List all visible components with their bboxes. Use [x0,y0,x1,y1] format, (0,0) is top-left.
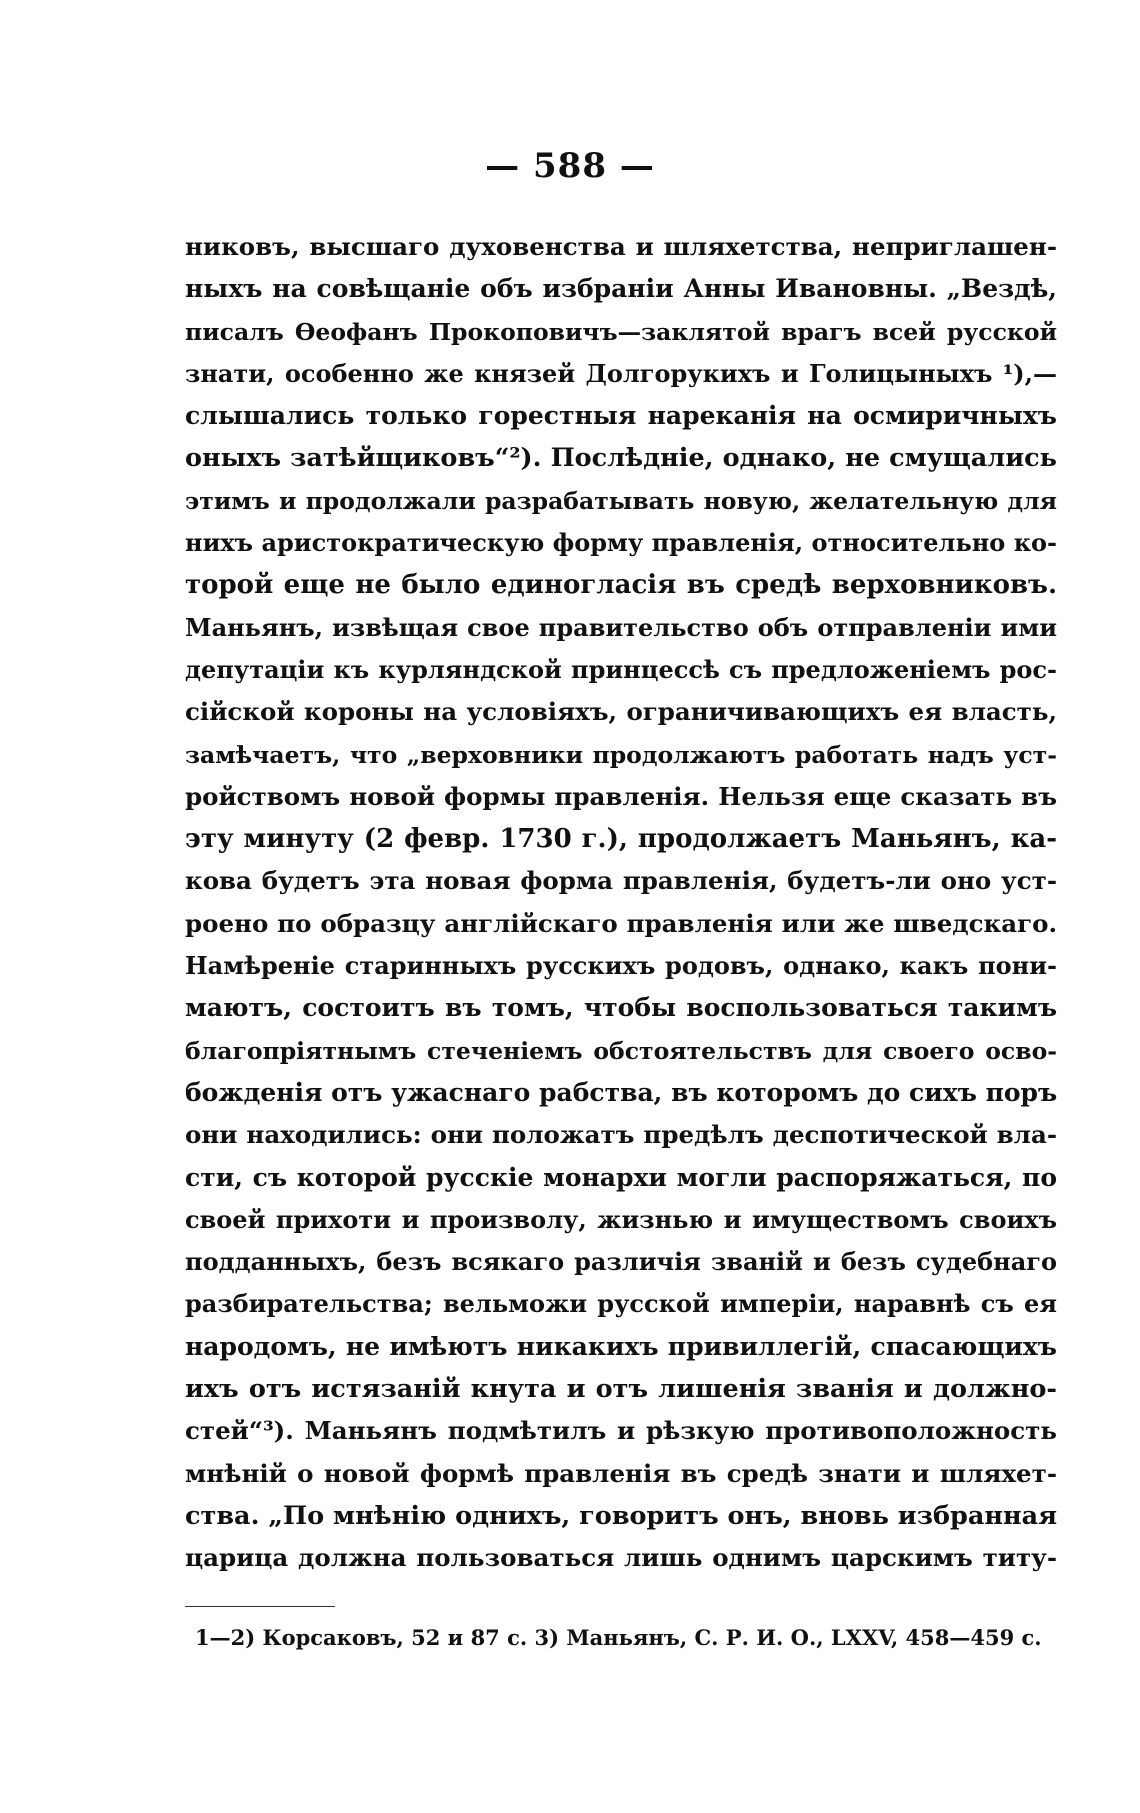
text-line: божденія отъ ужаснаго рабства, въ которомъ до сихъ поръ [185,1077,1058,1107]
text-line: знати, особенно же князей Долгорукихъ и Голицыныхъ ¹),— [185,358,1057,388]
text-line: ныхъ на совѣщаніе объ избраніи Анны Ивановны. „Вездѣ, [185,274,1057,304]
text-line: этимъ и продолжали разрабатывать новую, желательную для [185,486,1057,515]
text-line: подданныхъ, безъ всякаго различія званій и безъ судебнаго [185,1247,1057,1277]
page-number: — 588 — [485,146,655,186]
text-line: сти, съ которой русскіе монархи могли распоряжаться, по [185,1162,1057,1192]
text-line: народомъ, не имѣютъ никакихъ привиллегій, спасающихъ [185,1331,1057,1361]
text-line: замѣчаетъ, что „верховники продолжаютъ работать надъ уст- [185,740,1057,769]
text-line: депутаціи къ курляндской принцессѣ съ предложеніемъ рос- [185,654,1057,684]
text-line: кова будетъ эта новая форма правленія, будетъ-ли оно уст- [185,866,1057,896]
text-line: Маньянъ, извѣщая свое правительство объ отправленіи ими [185,612,1057,642]
text-line: нихъ аристократическую форму правленія, относительно ко- [185,528,1057,558]
text-line: благопріятнымъ стеченіемъ обстоятельствъ для своего осво- [185,1036,1057,1065]
text-line: эту минуту (2 февр. 1730 г.), продолжаетъ Маньянъ, ка- [185,824,1057,855]
text-line: сійской короны на условіяхъ, ограничивающихъ ея власть, [185,697,1057,727]
body-text [185,226,1057,1580]
footnote: 1—2) Корсаковъ, 52 и 87 с. 3) Маньянъ, С. Р. И. О., LXXV, 458—459 с. [195,1625,1042,1650]
text-line: ройствомъ новой формы правленія. Нельзя еще сказать въ [185,781,1057,811]
text-line: разбирательства; вельможи русской имперіи, наравнѣ съ ея [185,1289,1057,1319]
text-line: царица должна пользоваться лишь однимъ царскимъ титу- [185,1543,1057,1573]
text-line: никовъ, высшаго духовенства и шляхетства, неприглашен- [185,232,1057,261]
text-line: писалъ Ѳеофанъ Прокоповичъ—заклятой врагъ всей русской [185,317,1057,346]
text-line: маютъ, состоитъ въ томъ, чтобы воспользоваться такимъ [185,993,1057,1023]
text-line: мнѣній о новой формѣ правленія въ средѣ знати и шляхет- [185,1458,1057,1488]
text-line: роено по образцу англійскаго правленія или же шведскаго. [185,908,1057,938]
footnote-divider [185,1606,335,1607]
text-line: торой еще не было единогласія въ средѣ верховниковъ. [185,570,1057,601]
text-line: стей“³). Маньянъ подмѣтилъ и рѣзкую противоположность [185,1416,1057,1446]
text-line: ихъ отъ истязаній кнута и отъ лишенія званія и должно- [185,1374,1057,1405]
text-line: Намѣреніе старинныхъ русскихъ родовъ, однако, какъ пони- [185,951,1057,981]
text-line: слышались только горестныя нареканія на осмиричныхъ [185,401,1057,431]
text-line: они находились: они положатъ предѣлъ деспотической вла- [185,1120,1057,1150]
text-line: своей прихоти и произволу, жизнью и имуществомъ своихъ [185,1204,1057,1234]
text-line: оныхъ затѣйщиковъ“²). Послѣдніе, однако, не смущались [185,443,1057,474]
text-line: ства. „По мнѣнію однихъ, говоритъ онъ, вновь избранная [185,1500,1058,1531]
